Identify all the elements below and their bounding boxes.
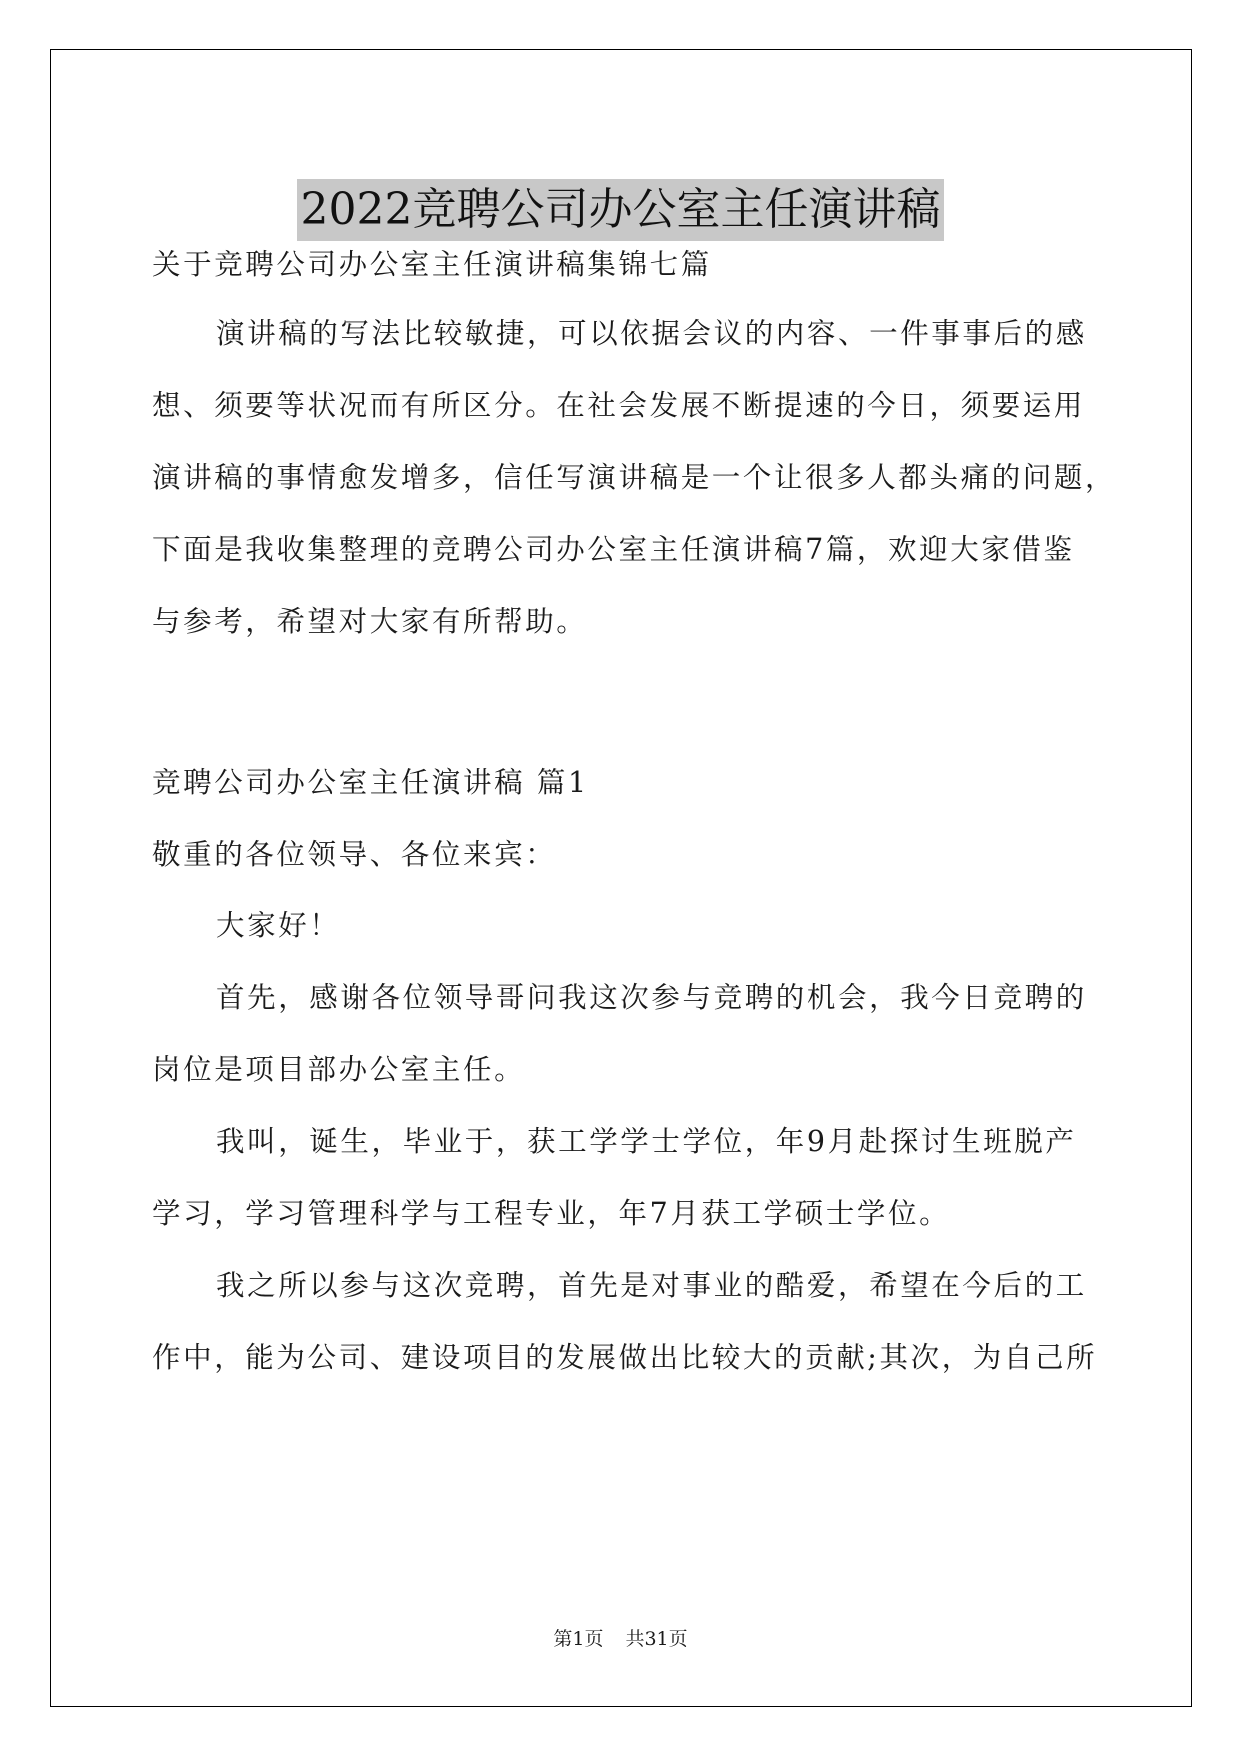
subtitle-line: 关于竞聘公司办公室主任演讲稿集锦七篇	[152, 248, 712, 281]
paragraph-line: 作中，能为公司、建设项目的发展做出比较大的贡献;其次，为自己所	[152, 1341, 1098, 1374]
page-footer	[0, 1627, 1241, 1651]
paragraph-line: 学习，学习管理科学与工程专业，年7月获工学硕士学位。	[152, 1197, 951, 1230]
section-heading: 竞聘公司办公室主任演讲稿 篇1	[152, 766, 589, 799]
paragraph-line: 我叫，诞生，毕业于，获工学学士学位，年9月赴探讨生班脱产	[216, 1125, 1077, 1158]
paragraph-line: 我之所以参与这次竞聘，首先是对事业的酷爱，希望在今后的工	[216, 1269, 1087, 1302]
paragraph-line: 岗位是项目部办公室主任。	[152, 1053, 526, 1086]
paragraph-line: 演讲稿的写法比较敏捷，可以依据会议的内容、一件事事后的感	[216, 317, 1087, 350]
greeting-line: 大家好！	[216, 909, 341, 942]
page-border	[50, 49, 1192, 1707]
paragraph-line: 首先，感谢各位领导哥问我这次参与竞聘的机会，我今日竞聘的	[216, 981, 1087, 1014]
paragraph-line: 想、须要等状况而有所区分。在社会发展不断提速的今日，须要运用	[152, 389, 1086, 422]
page-number: 第1页	[553, 1628, 604, 1650]
salutation-line: 敬重的各位领导、各位来宾：	[152, 838, 557, 871]
paragraph-line: 下面是我收集整理的竞聘公司办公室主任演讲稿7篇，欢迎大家借鉴	[152, 533, 1075, 566]
document-title: 2022竞聘公司办公室主任演讲稿	[297, 179, 945, 241]
total-pages: 共31页	[625, 1628, 688, 1650]
paragraph-line: 演讲稿的事情愈发增多，信任写演讲稿是一个让很多人都头痛的问题，	[152, 461, 1117, 494]
paragraph-line: 与参考，希望对大家有所帮助。	[152, 605, 588, 638]
